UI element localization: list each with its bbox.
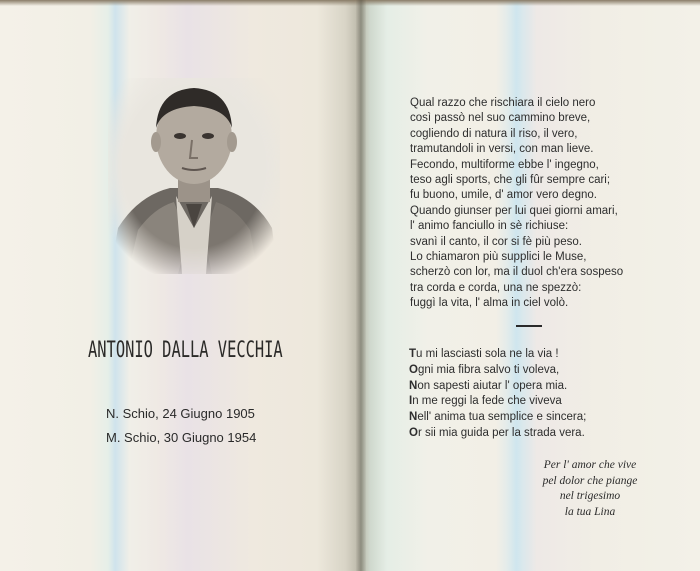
poem-line: tra corda e corda, una ne spezzò: <box>410 281 582 294</box>
signature-line: la tua Lina <box>564 505 616 518</box>
acrostic-dedication <box>409 347 669 442</box>
acrostic-text: u mi lasciasti sola ne la via ! <box>416 348 559 360</box>
acrostic-text: ell' anima tua semplice e sincera; <box>417 411 587 424</box>
signature-line: nel trigesimo <box>559 490 621 503</box>
deceased-name: ANTONIO DALLA VECCHIA <box>88 338 283 363</box>
acrostic-initial: O <box>409 363 418 376</box>
signature-block <box>520 458 660 520</box>
acrostic-text: gni mia fibra salvo ti voleva, <box>417 363 560 376</box>
poem-line: scherzò con lor, ma il duol ch'era sospeso <box>410 266 624 279</box>
death-date: M. Schio, 30 Giugno 1954 <box>106 430 257 445</box>
acrostic-line <box>409 379 669 395</box>
acrostic-initial: T <box>409 348 417 360</box>
acrostic-text: r sii mia guida per la strada vera. <box>417 426 585 439</box>
acrostic-initial: N <box>409 411 418 424</box>
acrostic-initial: I <box>409 395 413 408</box>
acrostic-line <box>409 347 669 363</box>
acrostic-line <box>409 394 669 410</box>
poem-line: l' animo fanciullo in sè richiuse: <box>410 220 569 233</box>
acrostic-line <box>409 426 669 442</box>
acrostic-text: on sapesti aiutar l' opera mia. <box>417 379 568 392</box>
poem-line: fu buono, umile, d' amor vero degno. <box>410 189 597 202</box>
poem-line: Lo chiamaron più supplici le Muse, <box>410 251 587 264</box>
poem-line: cogliendo di natura il riso, il vero, <box>410 127 578 140</box>
poem-line: così passò nel suo cammino breve, <box>410 112 591 125</box>
portrait-photo <box>108 78 280 274</box>
poem-line: svanì il canto, il cor si fè più peso. <box>410 235 582 248</box>
poem-line: fuggì la vita, l' alma in ciel volò. <box>410 297 569 310</box>
poem-line: teso agli sports, che gli fûr sempre cari; <box>410 174 611 187</box>
acrostic-initial: O <box>409 426 418 439</box>
memorial-poem <box>410 96 670 312</box>
poem-line: Qual razzo che rischiara il cielo nero <box>410 97 596 109</box>
acrostic-text: n me reggi la fede che viveva <box>412 395 562 408</box>
signature-line: pel dolor che piange <box>542 474 638 487</box>
signature-line: Per l' amor che vive <box>543 459 637 471</box>
acrostic-initial: N <box>409 379 418 392</box>
acrostic-line <box>409 363 669 379</box>
poem-line: Quando giunser per lui quei giorni amari, <box>410 204 618 217</box>
poem-line: Fecondo, multiforme ebbe l' ingegno, <box>410 158 599 171</box>
acrostic-line <box>409 410 669 426</box>
birth-date: N. Schio, 24 Giugno 1905 <box>106 406 255 421</box>
section-divider <box>516 325 542 327</box>
top-edge-shadow <box>0 0 700 6</box>
poem-line: tramutandoli in versi, con man lieve. <box>410 143 594 156</box>
center-fold <box>356 0 366 571</box>
